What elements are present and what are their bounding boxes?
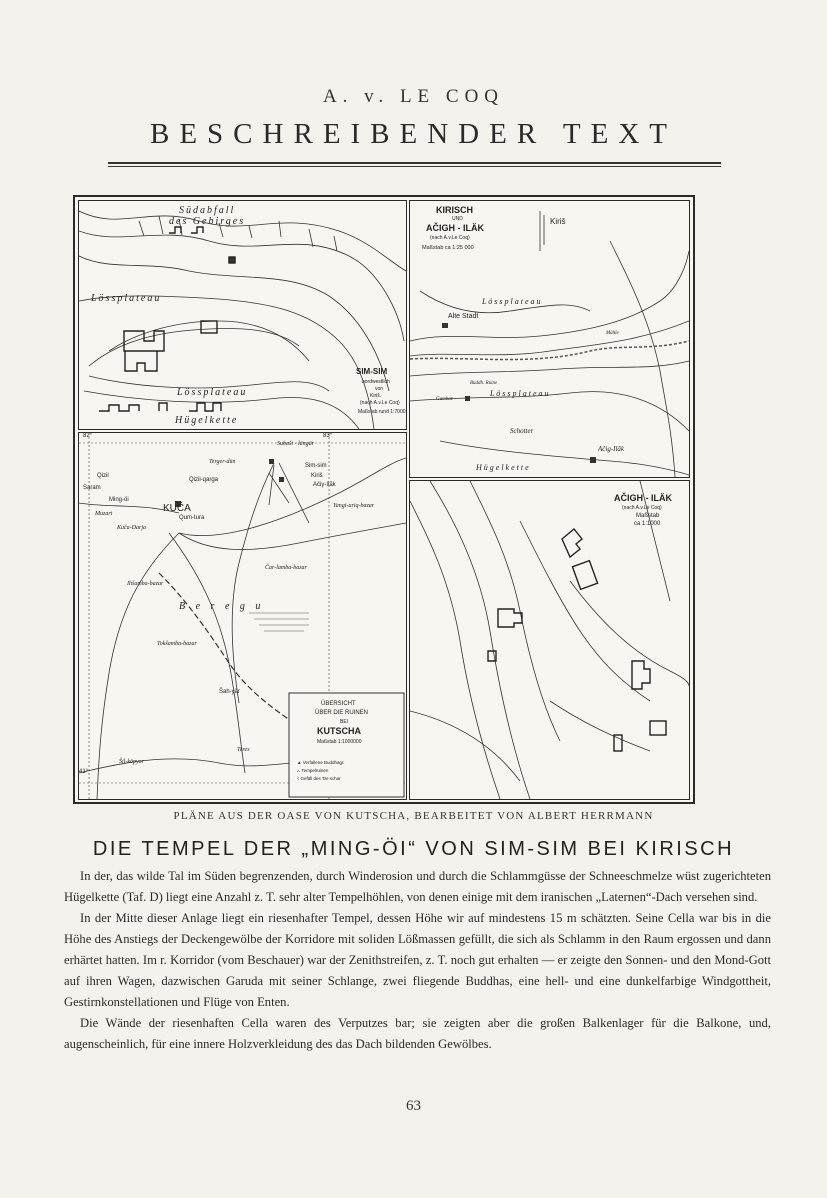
label-kuca: KUČA: [163, 503, 191, 514]
legend-kutscha-key3: ⌇ Gefäll des Tar-schar: [297, 776, 341, 781]
legend-kutscha-key2: ⛬ Tempelruinen: [297, 768, 329, 773]
label-qum-tura: Qum-tura: [179, 515, 205, 521]
label-lossplateau-bottom: L ö s s p l a t e a u: [490, 389, 549, 398]
label-sil-kopyor: Šil-köpyor: [119, 759, 144, 765]
label-alte-stadt: Alte Stadt: [448, 313, 479, 320]
section-heading: DIE TEMPEL DER „MING-ÖI“ VON SIM-SIM BEI KIRISCH: [92, 838, 735, 860]
legend-sim-sim-scale: Maßstab rund 1:7000: [358, 409, 406, 415]
legend-kutscha-t2: ÜBER DIE RUINEN: [315, 710, 369, 716]
label-sudabfall-1: Südabfall: [179, 205, 236, 216]
legend-kirisch-sub: (nach A.v.Le Coq): [430, 235, 470, 241]
label-muhle: Mühle: [606, 331, 619, 336]
page-number: 63: [406, 1098, 421, 1114]
legend-kutscha-t3: BEI: [340, 719, 349, 725]
label-lossplateau-bottom: Lössplateau: [177, 387, 248, 398]
title-rule-thin: [108, 166, 721, 167]
title-rule-thick: [108, 162, 721, 164]
label-terger-dun: Terger-dün: [209, 459, 236, 465]
legend-sim-sim-sub3: Kiriš.: [370, 393, 382, 399]
deg-41: 41°: [79, 769, 89, 775]
map-acigh-ilak: [409, 480, 690, 800]
label-sim-sim: Sim-sim: [305, 463, 327, 469]
label-sah-yar: Šah-yār: [219, 689, 241, 695]
legend-kutscha-key1: ▲ Verfallene Buddhagr.: [297, 760, 345, 765]
legend-sim-sim-title: SIM-SIM: [356, 367, 388, 376]
label-ihsamba: Ihšamba-bazar: [127, 581, 164, 587]
map-kirisch: [409, 200, 690, 478]
legend-acigh-scale1: Maßstab: [636, 513, 660, 519]
label-hugelkette: H ü g e l k e t t e: [476, 463, 529, 472]
legend-kutscha-scale: Maßstab 1:1000000: [317, 739, 362, 745]
deg-82: 82°: [83, 433, 93, 439]
legend-sim-sim-sub2: von: [375, 386, 384, 392]
map-kutscha: [78, 432, 407, 800]
map-plates: [73, 195, 695, 804]
label-teres: Teres: [237, 747, 250, 753]
label-subasi: Subaši - längär: [277, 441, 315, 447]
legend-sim-sim-sub1: nordwestlich: [362, 379, 390, 385]
legend-acigh-sub: (nach A.v.Le Coq): [622, 505, 662, 511]
label-acig-ilak: Ačiγ-Ilāk: [313, 482, 336, 488]
label-sudabfall-2: des Gebirges: [169, 216, 246, 227]
legend-sim-sim-sub4: (nach A.v.Le Coq): [360, 400, 400, 406]
legend-acigh-title: AČIGH - ILÄK: [614, 493, 672, 503]
deg-83: 83°: [323, 433, 333, 439]
label-beregu: B e r e g u: [179, 601, 265, 612]
legend-kirisch-title2: UND: [452, 216, 463, 222]
page-title: BESCHREIBENDER TEXT: [150, 118, 677, 150]
kirisch-contours: [410, 201, 689, 477]
label-kuca-darja: Kuča-Darja: [117, 525, 146, 531]
figure-caption: PLÄNE AUS DER OASE VON KUTSCHA, BEARBEITET VON ALBERT HERRMANN: [173, 810, 654, 822]
label-toksu: Tokšamba-bazar: [157, 641, 197, 647]
label-lossplateau-top: L ö s s p l a t e a u: [482, 297, 541, 306]
label-muzart: Muzart: [95, 511, 113, 517]
label-saram: Saram: [83, 485, 101, 491]
map-sim-sim: [78, 200, 407, 430]
legend-kirisch-title3: AČIGH - ILÄK: [426, 223, 484, 233]
legend-kirisch-scale: Maßstab ca 1:25 000: [422, 245, 474, 251]
label-acigh-ilak: Ačig-Ilāk: [598, 445, 625, 453]
label-lossplateau-top: Lössplateau: [91, 293, 162, 304]
body-text: [64, 866, 771, 1055]
label-schotter: Schotter: [510, 427, 534, 435]
label-hugelkette: Hügelkette: [175, 415, 239, 426]
label-kizil-1: Qizil: [97, 473, 109, 479]
label-kiris: Kiriš: [311, 473, 323, 479]
legend-acigh-scale2: ca 1:1000: [634, 521, 661, 527]
acigh-ilak-contours: [410, 481, 689, 799]
label-buddh-ruine: Buddh. Ruine: [470, 381, 498, 386]
paragraph: Die Wände der riesenhaften Cella waren des Verputzes bar; sie zeigten aber die großen Balkenlager für die Balkone, und, augenscheinlich, für eine innere Holzverkleidung des das Dach bildenden Gewölbes.: [64, 1016, 771, 1051]
label-ming-oi: Ming-öi: [109, 497, 129, 503]
label-kiris: Kiriš: [550, 217, 566, 226]
legend-kutscha-t1: ÜBERSICHT: [321, 701, 356, 707]
author-line: A. v. LE COQ: [322, 86, 505, 107]
legend-kirisch-title1: KIRISCH: [436, 205, 474, 215]
label-yangi-arig: Yangi-ariq-bazar: [333, 503, 375, 509]
paragraph: In der, das wilde Tal im Süden begrenzenden, durch Winderosion und durch die Schlammgüsse der Schneeschmelze wüst zugerichteten Hügelkette (Taf. D) liegt eine Anzahl z. T. sehr alter Tempelhöhlen, von denen einige mit dem iranischen „Laternen“-Dach versehen sind.: [64, 869, 771, 904]
label-gumbaz: Gumbaz: [436, 397, 453, 402]
paragraph: In der Mitte dieser Anlage liegt ein riesenhafter Tempel, dessen Höhe wir auf mindestens 15 m schätzten. Seine Cella war bis in die Höhe des Anstiegs der Deckengewölbe der Korridore mit soliden Lößmassen gefüllt, die sich als Schlamm in den Raum ergossen und dann erhärtet hatten. Im r. Korridor (vom Beschauer) war der Zenithstreifen, z. T. noch gut erhalten — er zeigte den Sonnen- und den Mond-Gott auf ihren Wagen, dazwischen Garuda mit seiner Schlange, zwei fliegende Buddhas, eine hell- und eine dunkelfarbige Windgottheit, Gestirnkonstellationen und Flüge von Enten.: [64, 911, 771, 1009]
label-kizil-2: Qizil-qarga: [189, 477, 219, 483]
label-car-lamba: Čar-lamba-bazar: [265, 565, 307, 571]
legend-kutscha-t4: KUTSCHA: [317, 726, 361, 736]
